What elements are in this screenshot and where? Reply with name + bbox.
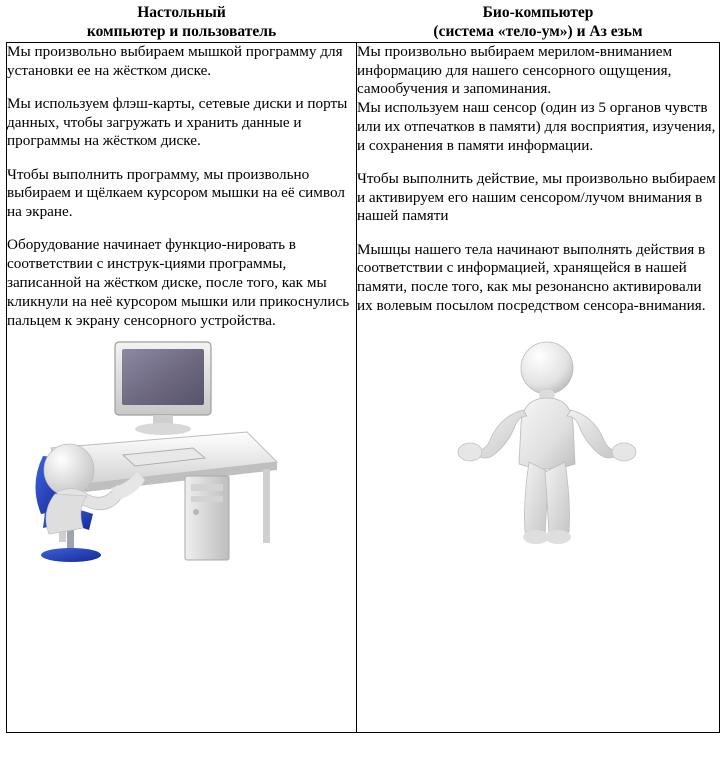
paragraph-right-2: Мы используем наш сенсор (один из 5 органов чувств или их отпечатков в памяти) для восприятия, изучения, и сохранения в памяти информации. bbox=[357, 99, 716, 154]
paragraph-left-4: Оборудование начинает функцио-нировать в соответствии с инструк-циями программы, записанной на жёстком диске, после того, как мы кликнули на неё курсором мышки или прикоснулись пальцем к экрану сенсорного устройства. bbox=[7, 236, 350, 329]
paragraph-left-2: Мы используем флэш-карты, сетевые диски и порты данных, чтобы загружать и хранить данные и программы на жёстком диске. bbox=[7, 94, 348, 150]
column-header-desktop-line2: компьютер и пользователь bbox=[86, 22, 277, 40]
paragraph-spacer bbox=[357, 155, 719, 170]
column-header-bio-computer bbox=[357, 4, 720, 42]
column-header-desktop-computer bbox=[7, 4, 357, 42]
table-body bbox=[7, 42, 720, 732]
illustration-container-right bbox=[357, 322, 719, 552]
column-header-bio-line1: Био-компьютер bbox=[482, 4, 594, 21]
paragraph-spacer bbox=[7, 80, 356, 95]
illustration-container-left bbox=[7, 336, 356, 566]
table-row bbox=[7, 42, 720, 732]
paragraph-spacer bbox=[7, 151, 356, 166]
paragraph-right-1: Мы произвольно выбираем мерилом-вниманием информацию для нашего сенсорного ощущения, самообучения и запоминания. bbox=[357, 42, 673, 98]
table-header bbox=[7, 4, 720, 42]
cell-bio-computer bbox=[357, 42, 720, 732]
comparison-table bbox=[6, 4, 720, 733]
paragraph-left-3: Чтобы выполнить программу, мы произвольно выбираем и щёлкаем курсором мышки на её символ на экране. bbox=[7, 165, 345, 221]
paragraph-spacer bbox=[357, 226, 719, 241]
paragraph-left-1: Мы произвольно выбираем мышкой программу для установки ее на жёстком диске. bbox=[7, 42, 343, 79]
paragraph-spacer bbox=[7, 222, 356, 237]
paragraph-right-4: Мышцы нашего тела начинают выполнять действия в соответствии с информацией, хранящейся в нашей памяти, после того, как мы резонансно активировали их волевым посылом посредством сенсора-внимания. bbox=[357, 240, 706, 314]
paragraph-right-3: Чтобы выполнить действие, мы произвольно выбираем и активируем его нашим сенсором/лучом внимания в нашей памяти bbox=[357, 169, 716, 225]
shrugging-figure-illustration bbox=[437, 330, 657, 550]
cell-desktop-computer bbox=[7, 42, 357, 732]
table-header-row bbox=[7, 4, 720, 42]
column-header-bio-line2: (система «тело-ум») и Аз езьм bbox=[433, 22, 643, 40]
column-header-desktop-line1: Настольный bbox=[137, 4, 226, 21]
desktop-computer-user-illustration bbox=[15, 336, 315, 564]
